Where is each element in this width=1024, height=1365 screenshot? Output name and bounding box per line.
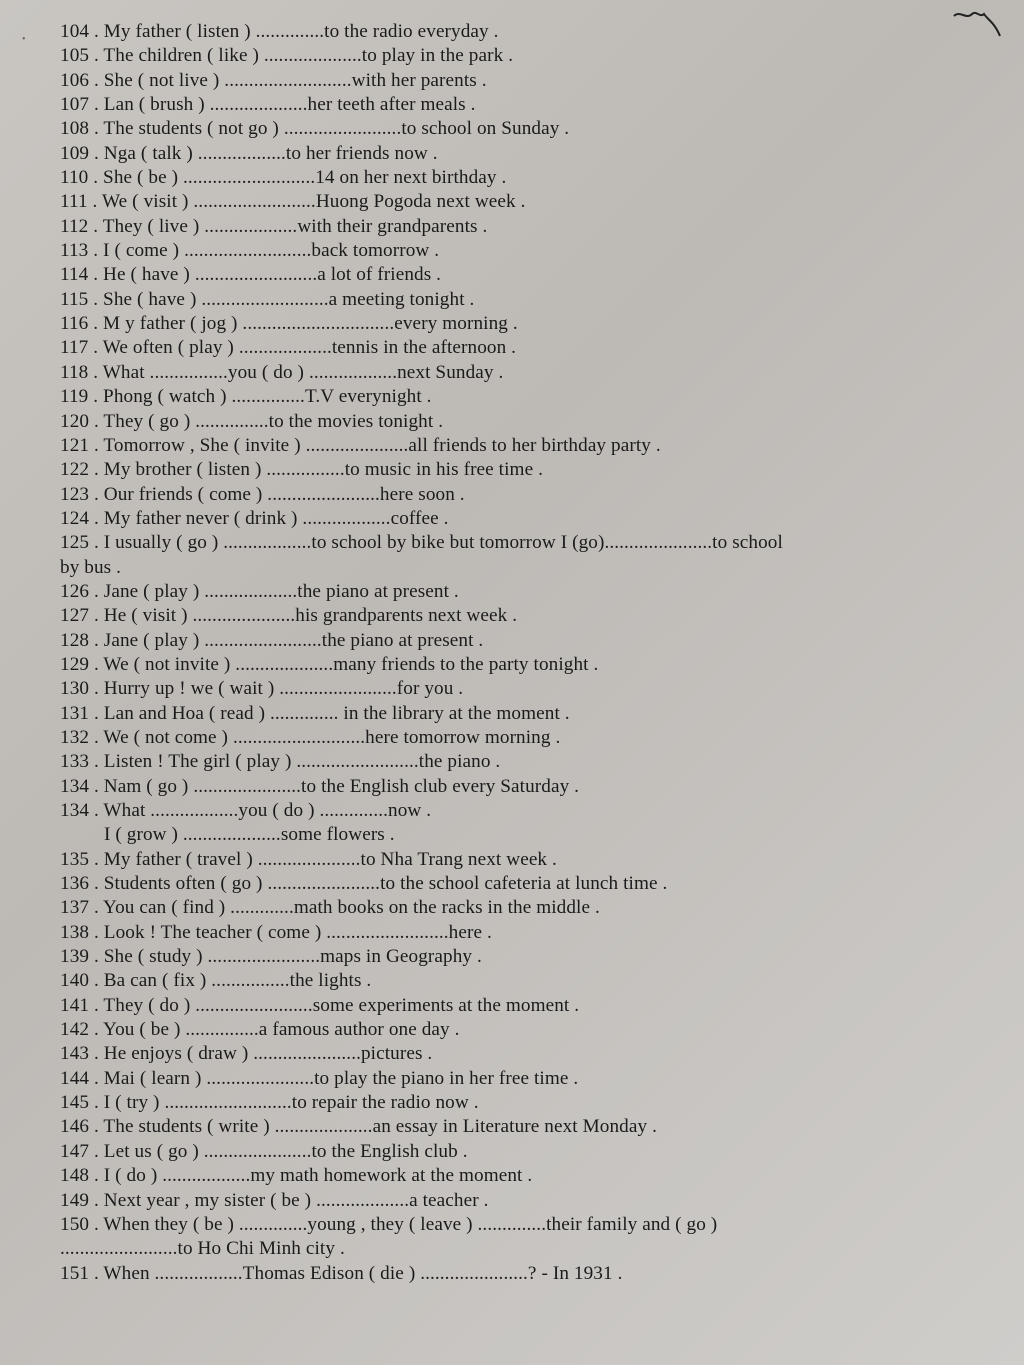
exercise-item: 123 . Our friends ( come ) .......................here soon .: [60, 483, 465, 505]
exercise-item: 144 . Mai ( learn ) ......................to play the piano in her free time .: [60, 1067, 579, 1089]
exercise-item: 119 . Phong ( watch ) ...............T.V everynight .: [60, 386, 432, 408]
exercise-item: 142 . You ( be ) ...............a famous author one day .: [60, 1019, 460, 1041]
exercise-item: 105 . The children ( like ) ....................to play in the park .: [60, 45, 514, 67]
exercise-item: 147 . Let us ( go ) ......................to the English club .: [60, 1140, 468, 1162]
exercise-item: 150 . When they ( be ) ..............young , they ( leave ) ..............their family and ( go ): [60, 1213, 718, 1235]
exercise-item: 127 . He ( visit ) .....................his grandparents next week .: [60, 605, 518, 627]
exercise-item: 132 . We ( not come ) ...........................here tomorrow morning .: [60, 726, 561, 748]
exercise-item-continuation: I ( grow ) ....................some flowers .: [104, 824, 395, 846]
exercise-item: 133 . Listen ! The girl ( play ) .........................the piano .: [60, 751, 501, 773]
exercise-item: 151 . When ..................Thomas Edison ( die ) ......................? - In 1931 .: [60, 1262, 623, 1284]
exercise-item: 139 . She ( study ) .......................maps in Geography .: [60, 946, 482, 968]
exercise-item: 134 . Nam ( go ) ......................to the English club every Saturday .: [60, 775, 580, 797]
exercise-item: 118 . What ................you ( do ) ..................next Sunday .: [60, 361, 504, 383]
exercise-item: 124 . My father never ( drink ) ..................coffee .: [60, 507, 449, 529]
exercise-item: 140 . Ba can ( fix ) ................the lights .: [60, 970, 372, 992]
stray-mark: •: [22, 34, 26, 45]
exercise-item: 149 . Next year , my sister ( be ) ...................a teacher .: [60, 1189, 489, 1211]
exercise-item: 116 . M y father ( jog ) ...............................every morning .: [60, 313, 518, 335]
exercise-item: 126 . Jane ( play ) ...................the piano at present .: [60, 580, 459, 602]
exercise-item: 113 . I ( come ) ..........................back tomorrow .: [60, 240, 440, 262]
exercise-item: 135 . My father ( travel ) .....................to Nha Trang next week .: [60, 848, 557, 870]
exercise-item: 138 . Look ! The teacher ( come ) .........................here .: [60, 921, 492, 943]
exercise-item: 106 . She ( not live ) ..........................with her parents .: [60, 69, 487, 91]
exercise-item: 129 . We ( not invite ) ....................many friends to the party tonight .: [60, 653, 599, 675]
exercise-item: 128 . Jane ( play ) ........................the piano at present .: [60, 629, 484, 651]
exercise-item: 107 . Lan ( brush ) ....................her teeth after meals .: [60, 94, 476, 116]
exercise-item: 148 . I ( do ) ..................my math homework at the moment .: [60, 1165, 533, 1187]
exercise-item: 136 . Students often ( go ) .......................to the school cafeteria at lunch time .: [60, 873, 668, 895]
exercise-item: 111 . We ( visit ) .........................Huong Pogoda next week .: [60, 191, 526, 213]
exercise-item: 143 . He enjoys ( draw ) ......................pictures .: [60, 1043, 433, 1065]
exercise-item: 115 . She ( have ) ..........................a meeting tonight .: [60, 288, 475, 310]
exercise-item: 146 . The students ( write ) ....................an essay in Literature next Monday .: [60, 1116, 657, 1138]
exercise-list: [60, 20, 964, 1286]
handwritten-scribble: [950, 6, 1010, 46]
exercise-item: 131 . Lan and Hoa ( read ) .............. in the library at the moment .: [60, 702, 570, 724]
exercise-item: 134 . What ..................you ( do ) ..............now .: [60, 800, 432, 821]
exercise-item: 112 . They ( live ) ...................with their grandparents .: [60, 215, 488, 237]
exercise-item: 121 . Tomorrow , She ( invite ) .....................all friends to her birthday party .: [60, 434, 661, 456]
exercise-item: 125 . I usually ( go ) ..................to school by bike but tomorrow I (go)......................to school: [60, 532, 783, 554]
exercise-item: 122 . My brother ( listen ) ................to music in his free time .: [60, 459, 543, 481]
exercise-item-continuation: by bus .: [60, 556, 122, 578]
exercise-item: 130 . Hurry up ! we ( wait ) ........................for you .: [60, 678, 464, 700]
exercise-item: 117 . We often ( play ) ...................tennis in the afternoon .: [60, 337, 517, 359]
exercise-item: 141 . They ( do ) ........................some experiments at the moment .: [60, 994, 580, 1016]
exercise-item: 120 . They ( go ) ...............to the movies tonight .: [60, 410, 444, 432]
exercise-item: 145 . I ( try ) ..........................to repair the radio now .: [60, 1092, 479, 1114]
exercise-item: 114 . He ( have ) .........................a lot of friends .: [60, 264, 442, 286]
exercise-item: 104 . My father ( listen ) ..............to the radio everyday .: [60, 21, 499, 42]
exercise-item: 137 . You can ( find ) .............math books on the racks in the middle .: [60, 897, 600, 919]
exercise-item-continuation: ........................to Ho Chi Minh city .: [60, 1238, 345, 1260]
exercise-item: 110 . She ( be ) ...........................14 on her next birthday .: [60, 167, 507, 189]
exercise-item: 109 . Nga ( talk ) ..................to her friends now .: [60, 142, 438, 164]
exercise-item: 108 . The students ( not go ) ........................to school on Sunday .: [60, 118, 570, 140]
